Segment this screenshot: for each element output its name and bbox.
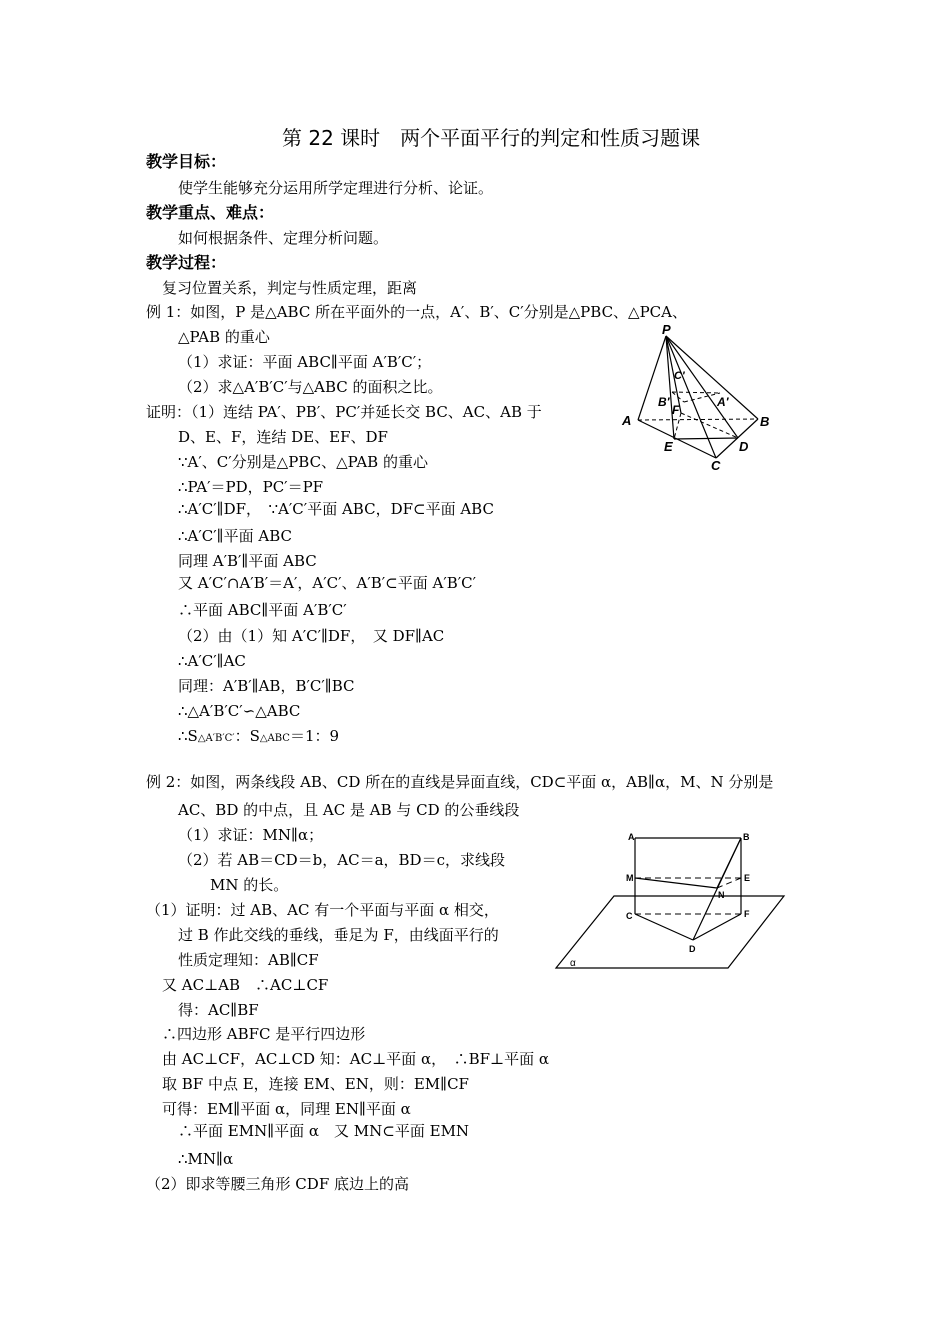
fig1-label-P: P bbox=[662, 322, 671, 337]
fig2-label-F: F bbox=[744, 909, 750, 919]
ex2-solution10: ∴平面 EMN∥平面 α 又 MN⊂平面 EMN bbox=[178, 1122, 470, 1140]
fig2-label-D: D bbox=[689, 944, 696, 954]
goal-text: 使学生能够充分运用所学定理进行分析、论证。 bbox=[178, 179, 494, 197]
ex1-proof8: 又 A′C′∩A′B′＝A′，A′C′、A′B′⊂平面 A′B′C′ bbox=[178, 574, 477, 592]
fig2-label-B: B bbox=[743, 832, 750, 842]
ex2-solution8: 取 BF 中点 E，连接 EM、EN，则：EM∥CF bbox=[162, 1075, 469, 1093]
ex1-proof6: ∴A′C′∥平面 ABC bbox=[178, 527, 292, 545]
ex2-solution6: ∴四边形 ABFC 是平行四边形 bbox=[162, 1025, 366, 1043]
ex2-line2: AC、BD 的中点，且 AC 是 AB 与 CD 的公垂线段 bbox=[178, 801, 520, 819]
fig2-label-C: C bbox=[626, 911, 633, 921]
fig1-label-A-prime: A′ bbox=[717, 395, 729, 409]
fig1-label-F: F bbox=[672, 403, 680, 417]
ex2-question2: （2）若 AB＝CD＝b，AC＝a，BD＝c，求线段 bbox=[178, 851, 505, 869]
ex1-proof10: （2）由（1）知 A′C′∥DF， 又 DF∥AC bbox=[178, 627, 445, 645]
ex1-proof13: ∴△A′B′C′∽△ABC bbox=[178, 702, 301, 720]
ex1-question1: （1）求证：平面 ABC∥平面 A′B′C′； bbox=[178, 353, 432, 371]
ex2-solution1: （1）证明：过 AB、AC 有一个平面与平面 α 相交， bbox=[146, 901, 499, 919]
ex2-solution2: 过 B 作此交线的垂线，垂足为 F，由线面平行的 bbox=[178, 926, 499, 944]
ex1-proof1: 证明：（1）连结 PA′、PB′、PC′并延长交 BC、AC、AB 于 bbox=[146, 403, 542, 421]
fig1-label-B-prime: B′ bbox=[658, 395, 670, 409]
fig2-label-M: M bbox=[626, 873, 634, 883]
ex1-question2: （2）求△A′B′C′与△ABC 的面积之比。 bbox=[178, 378, 443, 396]
ex2-solution11: ∴MN∥α bbox=[178, 1150, 234, 1168]
ex1-line1: 例 1：如图，P 是△ABC 所在平面外的一点，A′、B′、C′分别是△PBC、△PCA、 bbox=[146, 303, 687, 321]
ex2-solution4: 又 AC⊥AB ∴AC⊥CF bbox=[162, 976, 329, 994]
review-text: 复习位置关系，判定与性质定理，距离 bbox=[162, 279, 418, 297]
fig2-label-A: A bbox=[628, 832, 635, 842]
ex2-solution3: 性质定理知：AB∥CF bbox=[178, 951, 319, 969]
key-heading: 教学重点、难点： bbox=[146, 203, 275, 222]
ex1-proof2: D、E、F，连结 DE、EF、DF bbox=[178, 428, 388, 446]
ex2-solution12: （2）即求等腰三角形 CDF 底边上的高 bbox=[146, 1175, 409, 1193]
ex1-proof4: ∴PA′＝PD，PC′＝PF bbox=[178, 478, 324, 496]
fig1-label-C: C bbox=[711, 458, 721, 473]
ex2-question1: （1）求证：MN∥α； bbox=[178, 826, 324, 844]
fig2-label-alpha: α bbox=[570, 958, 576, 969]
key-text: 如何根据条件、定理分析问题。 bbox=[178, 229, 389, 247]
ex1-proof7: 同理 A′B′∥平面 ABC bbox=[178, 552, 317, 570]
fig1-label-E: E bbox=[664, 439, 673, 454]
ex1-area-ratio: ∴S△A′B′C′：S△ABC＝1：9 bbox=[178, 727, 340, 745]
ex1-proof12: 同理：A′B′∥AB，B′C′∥BC bbox=[178, 677, 355, 695]
ex1-proof3: ∵A′、C′分别是△PBC、△PAB 的重心 bbox=[178, 453, 428, 471]
page-title: 第 22 课时 两个平面平行的判定和性质习题课 bbox=[282, 126, 701, 150]
ex2-line1: 例 2：如图，两条线段 AB、CD 所在的直线是异面直线，CD⊂平面 α，AB∥α，M、N 分别是 bbox=[146, 773, 774, 791]
ex1-proof5: ∴A′C′∥DF， ∵A′C′平面 ABC，DF⊂平面 ABC bbox=[178, 500, 494, 518]
ex1-proof11: ∴A′C′∥AC bbox=[178, 652, 246, 670]
fig1-label-C-prime: C′ bbox=[674, 370, 685, 382]
fig1-label-A: A bbox=[622, 413, 632, 428]
ex2-question3: MN 的长。 bbox=[210, 876, 289, 894]
process-heading: 教学过程： bbox=[146, 253, 227, 272]
pyramid-figure bbox=[618, 322, 778, 474]
fig1-label-B: B bbox=[760, 414, 770, 429]
fig2-label-N: N bbox=[718, 890, 725, 900]
ex2-solution5: 得：AC∥BF bbox=[178, 1001, 259, 1019]
fig1-label-D: D bbox=[739, 439, 749, 454]
fig2-label-E: E bbox=[744, 873, 751, 883]
ex2-solution7: 由 AC⊥CF，AC⊥CD 知：AC⊥平面 α， ∴BF⊥平面 α bbox=[162, 1050, 550, 1068]
ex1-proof9: ∴平面 ABC∥平面 A′B′C′ bbox=[178, 601, 347, 619]
ex1-line2: △PAB 的重心 bbox=[178, 328, 270, 346]
skew-lines-figure bbox=[552, 826, 788, 974]
ex2-solution9: 可得：EM∥平面 α，同理 EN∥平面 α bbox=[162, 1100, 411, 1118]
goal-heading: 教学目标： bbox=[146, 152, 227, 171]
